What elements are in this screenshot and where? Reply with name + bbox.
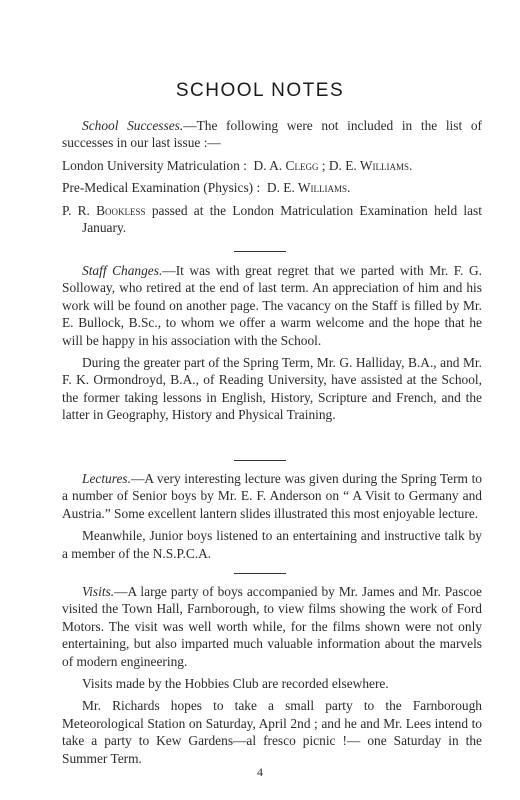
london-label: London University Matriculation :: [62, 157, 247, 173]
visits-paragraph-3: Mr. Richards hopes to take a small party to the Farnborough Meteorological Station on Saturday, April 2nd ; and he and Mr. Lees intend to take a party to Kew Gardens—al fresco picnic !— one Saturday in the Summer Term.: [62, 698, 482, 766]
section-divider: [234, 573, 286, 574]
lectures-heading: Lectures.: [82, 471, 131, 486]
bookless-text: passed at the London Matriculation Examination held last January.: [82, 202, 482, 236]
lectures-paragraph-2: Meanwhile, Junior boys listened to an entertaining and instructive talk by a member of the N.S.P.C.A.: [62, 528, 482, 561]
visits-text-1: —A large party of boys accompanied by Mr. James and Mr. Pascoe visited the Town Hall, Farnborough, to view films showing the work of Ford Motors. The visit was well worth while, for the films shown were not only entertaining, but also imparted much valuable information about the marvels of modern engineering.: [62, 584, 482, 669]
visits-paragraph-2: Visits made by the Hobbies Club are recorded elsewhere.: [82, 676, 389, 692]
visits-section: [62, 583, 482, 772]
successes-intro-text: —The following were not included in the list of successes in our last issue :—: [62, 118, 482, 151]
lectures-paragraph-1: [62, 470, 482, 522]
premed-names: D. E. Williams.: [266, 180, 351, 196]
bookless-line: [62, 202, 482, 237]
lectures-section: [62, 470, 482, 567]
section-divider: [234, 460, 286, 461]
staff-heading: Staff Changes.: [82, 263, 163, 278]
page-number: 4: [257, 765, 263, 779]
london-names: D. A. Clegg ; D. E. Williams.: [253, 157, 413, 173]
staff-changes-section: [62, 262, 482, 429]
successes-intro: [62, 117, 482, 152]
section-divider: [234, 251, 286, 252]
visits-paragraph-1: [62, 583, 482, 670]
staff-paragraph-2: During the greater part of the Spring Term, Mr. G. Halliday, B.A., and Mr. F. K. Ormondroyd, B.A., of Reading University, have assisted at the School, the former taking lessons in English, History, Scripture and French, and the latter in Geography, History and Physical Training.: [62, 355, 482, 423]
lectures-text-1: —A very interesting lecture was given during the Spring Term to a number of Senior boys by Mr. E. F. Anderson on “ A Visit to Germany and Austria.” Some excellent lantern slides illustrated this most enjoyable lecture.: [62, 471, 482, 521]
bookless-name: P. R. Bookless: [62, 202, 146, 218]
premed-label: Pre-Medical Examination (Physics) :: [62, 180, 261, 196]
visits-heading: Visits.: [82, 584, 115, 599]
premed-line: [62, 179, 482, 196]
staff-paragraph-1: [62, 262, 482, 349]
staff-text-1: —It was with great regret that we parted with Mr. F. G. Solloway, who retired at the end of last term. An appreciation of him and his work will be found on another page. The vacancy on the Staff is filled by Mr. E. Bullock, B.Sc., to whom we offer a warm welcome and the hope that he will be happy in his association with the School.: [62, 263, 482, 348]
page-title: SCHOOL NOTES: [175, 80, 345, 101]
school-successes-section: [62, 117, 482, 241]
london-matriculation-line: [62, 157, 482, 174]
successes-heading: School Successes.: [82, 118, 184, 133]
